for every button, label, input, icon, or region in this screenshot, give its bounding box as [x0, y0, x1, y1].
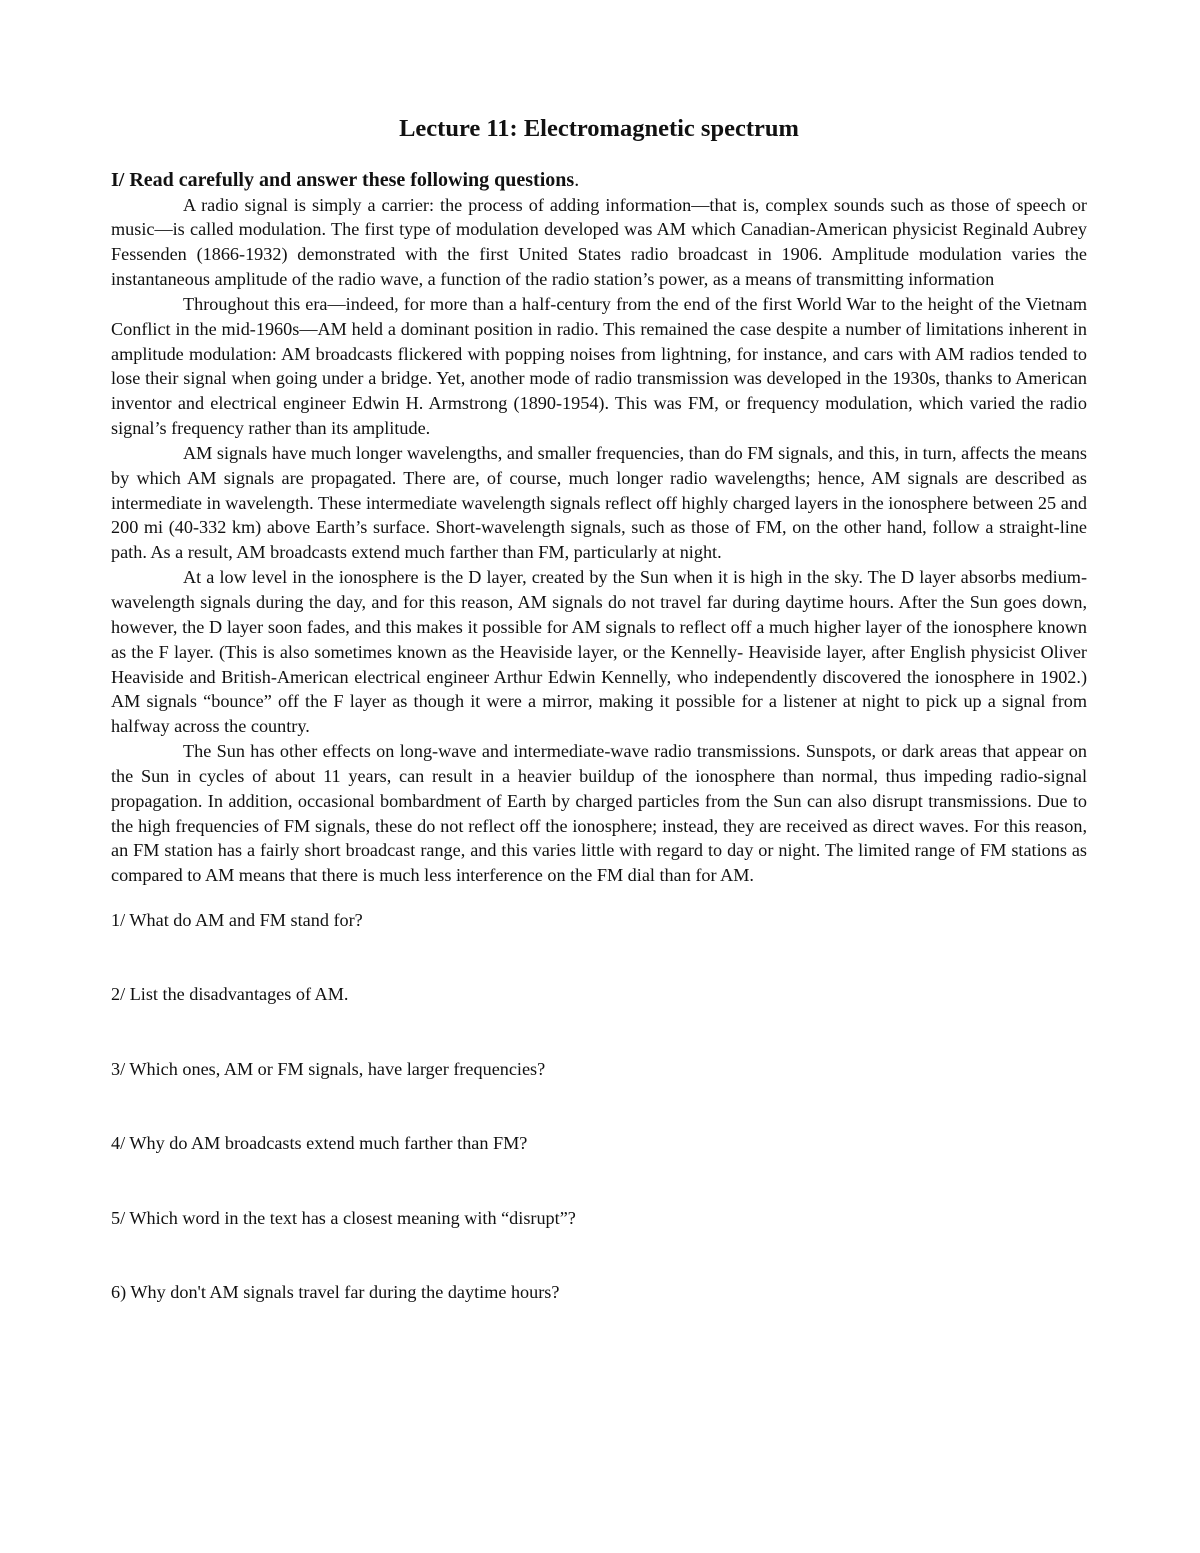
question-6: 6) Why don't AM signals travel far during the daytime hours?	[111, 1281, 560, 1302]
paragraph-4: At a low level in the ionosphere is the D layer, created by the Sun when it is high in the sky. The D layer absorbs medium-wavelength signals during the day, and for this reason, AM signals do not travel far during daytime hours. After the Sun goes down, however, the D layer soon fades, and this makes it possible for AM signals to reflect off a much higher layer of the ionosphere known as the F layer. (This is also sometimes known as the Heaviside layer, or the Kennelly- Heaviside layer, after English physicist Oliver Heaviside and British-American electrical engineer Arthur Edwin Kennelly, who independently discovered the ionosphere in 1902.) AM signals “bounce” off the F layer as though it were a mirror, making it possible for a listener at night to pick up a signal from halfway across the country.	[111, 567, 1087, 737]
section-heading-punct: .	[574, 169, 580, 191]
section-heading-text: I/ Read carefully and answer these following questions	[111, 169, 575, 191]
document-title: Lecture 11: Electromagnetic spectrum	[399, 115, 799, 142]
paragraph-5: The Sun has other effects on long-wave and intermediate-wave radio transmissions. Sunspots, or dark areas that appear on the Sun in cycles of about 11 years, can result in a heavier buildup of the ionosphere than normal, thus impeding radio-signal propagation. In addition, occasional bombardment of Earth by charged particles from the Sun can also disrupt transmissions. Due to the high frequencies of FM signals, these do not reflect off the ionosphere; instead, they are received as direct waves. For this reason, an FM station has a fairly short broadcast range, and this varies little with regard to day or night. The limited range of FM stations as compared to AM means that there is much less interference on the FM dial than for AM.	[111, 741, 1087, 886]
document-page	[111, 112, 1087, 1354]
question-1: 1/ What do AM and FM stand for?	[111, 910, 363, 931]
question-5: 5/ Which word in the text has a closest meaning with “disrupt”?	[111, 1207, 576, 1228]
question-4: 4/ Why do AM broadcasts extend much farther than FM?	[111, 1133, 528, 1154]
question-list	[111, 908, 1087, 1305]
paragraph-1: A radio signal is simply a carrier: the process of adding information—that is, complex sounds such as those of speech or music—is called modulation. The first type of modulation developed was AM which Canadian-American physicist Reginald Aubrey Fessenden (1866-1932) demonstrated with the first United States radio broadcast in 1906. Amplitude modulation varies the instantaneous amplitude of the radio wave, a function of the radio station’s power, as a means of transmitting information	[111, 194, 1087, 290]
section-heading	[111, 168, 1087, 193]
question-2: 2/ List the disadvantages of AM.	[111, 984, 349, 1005]
reading-passage	[111, 193, 1087, 889]
paragraph-2: Throughout this era—indeed, for more than a half-century from the end of the first World War to the height of the Vietnam Conflict in the mid-1960s—AM held a dominant position in radio. This remained the case despite a number of limitations inherent in amplitude modulation: AM broadcasts flickered with popping noises from lightning, for instance, and cars with AM radios tended to lose their signal when going under a bridge. Yet, another mode of radio transmission was developed in the 1930s, thanks to American inventor and electrical engineer Edwin H. Armstrong (1890-1954). This was FM, or frequency modulation, which varied the radio signal’s frequency rather than its amplitude.	[111, 293, 1087, 439]
paragraph-3: AM signals have much longer wavelengths, and smaller frequencies, than do FM signals, and this, in turn, affects the means by which AM signals are propagated. There are, of course, much longer radio wavelengths; hence, AM signals are described as intermediate in wavelength. These intermediate wavelength signals reflect off highly charged layers in the ionosphere between 25 and 200 mi (40-332 km) above Earth’s surface. Short-wavelength signals, such as those of FM, on the other hand, follow a straight-line path. As a result, AM broadcasts extend much farther than FM, particularly at night.	[111, 442, 1087, 563]
question-3: 3/ Which ones, AM or FM signals, have larger frequencies?	[111, 1058, 546, 1079]
